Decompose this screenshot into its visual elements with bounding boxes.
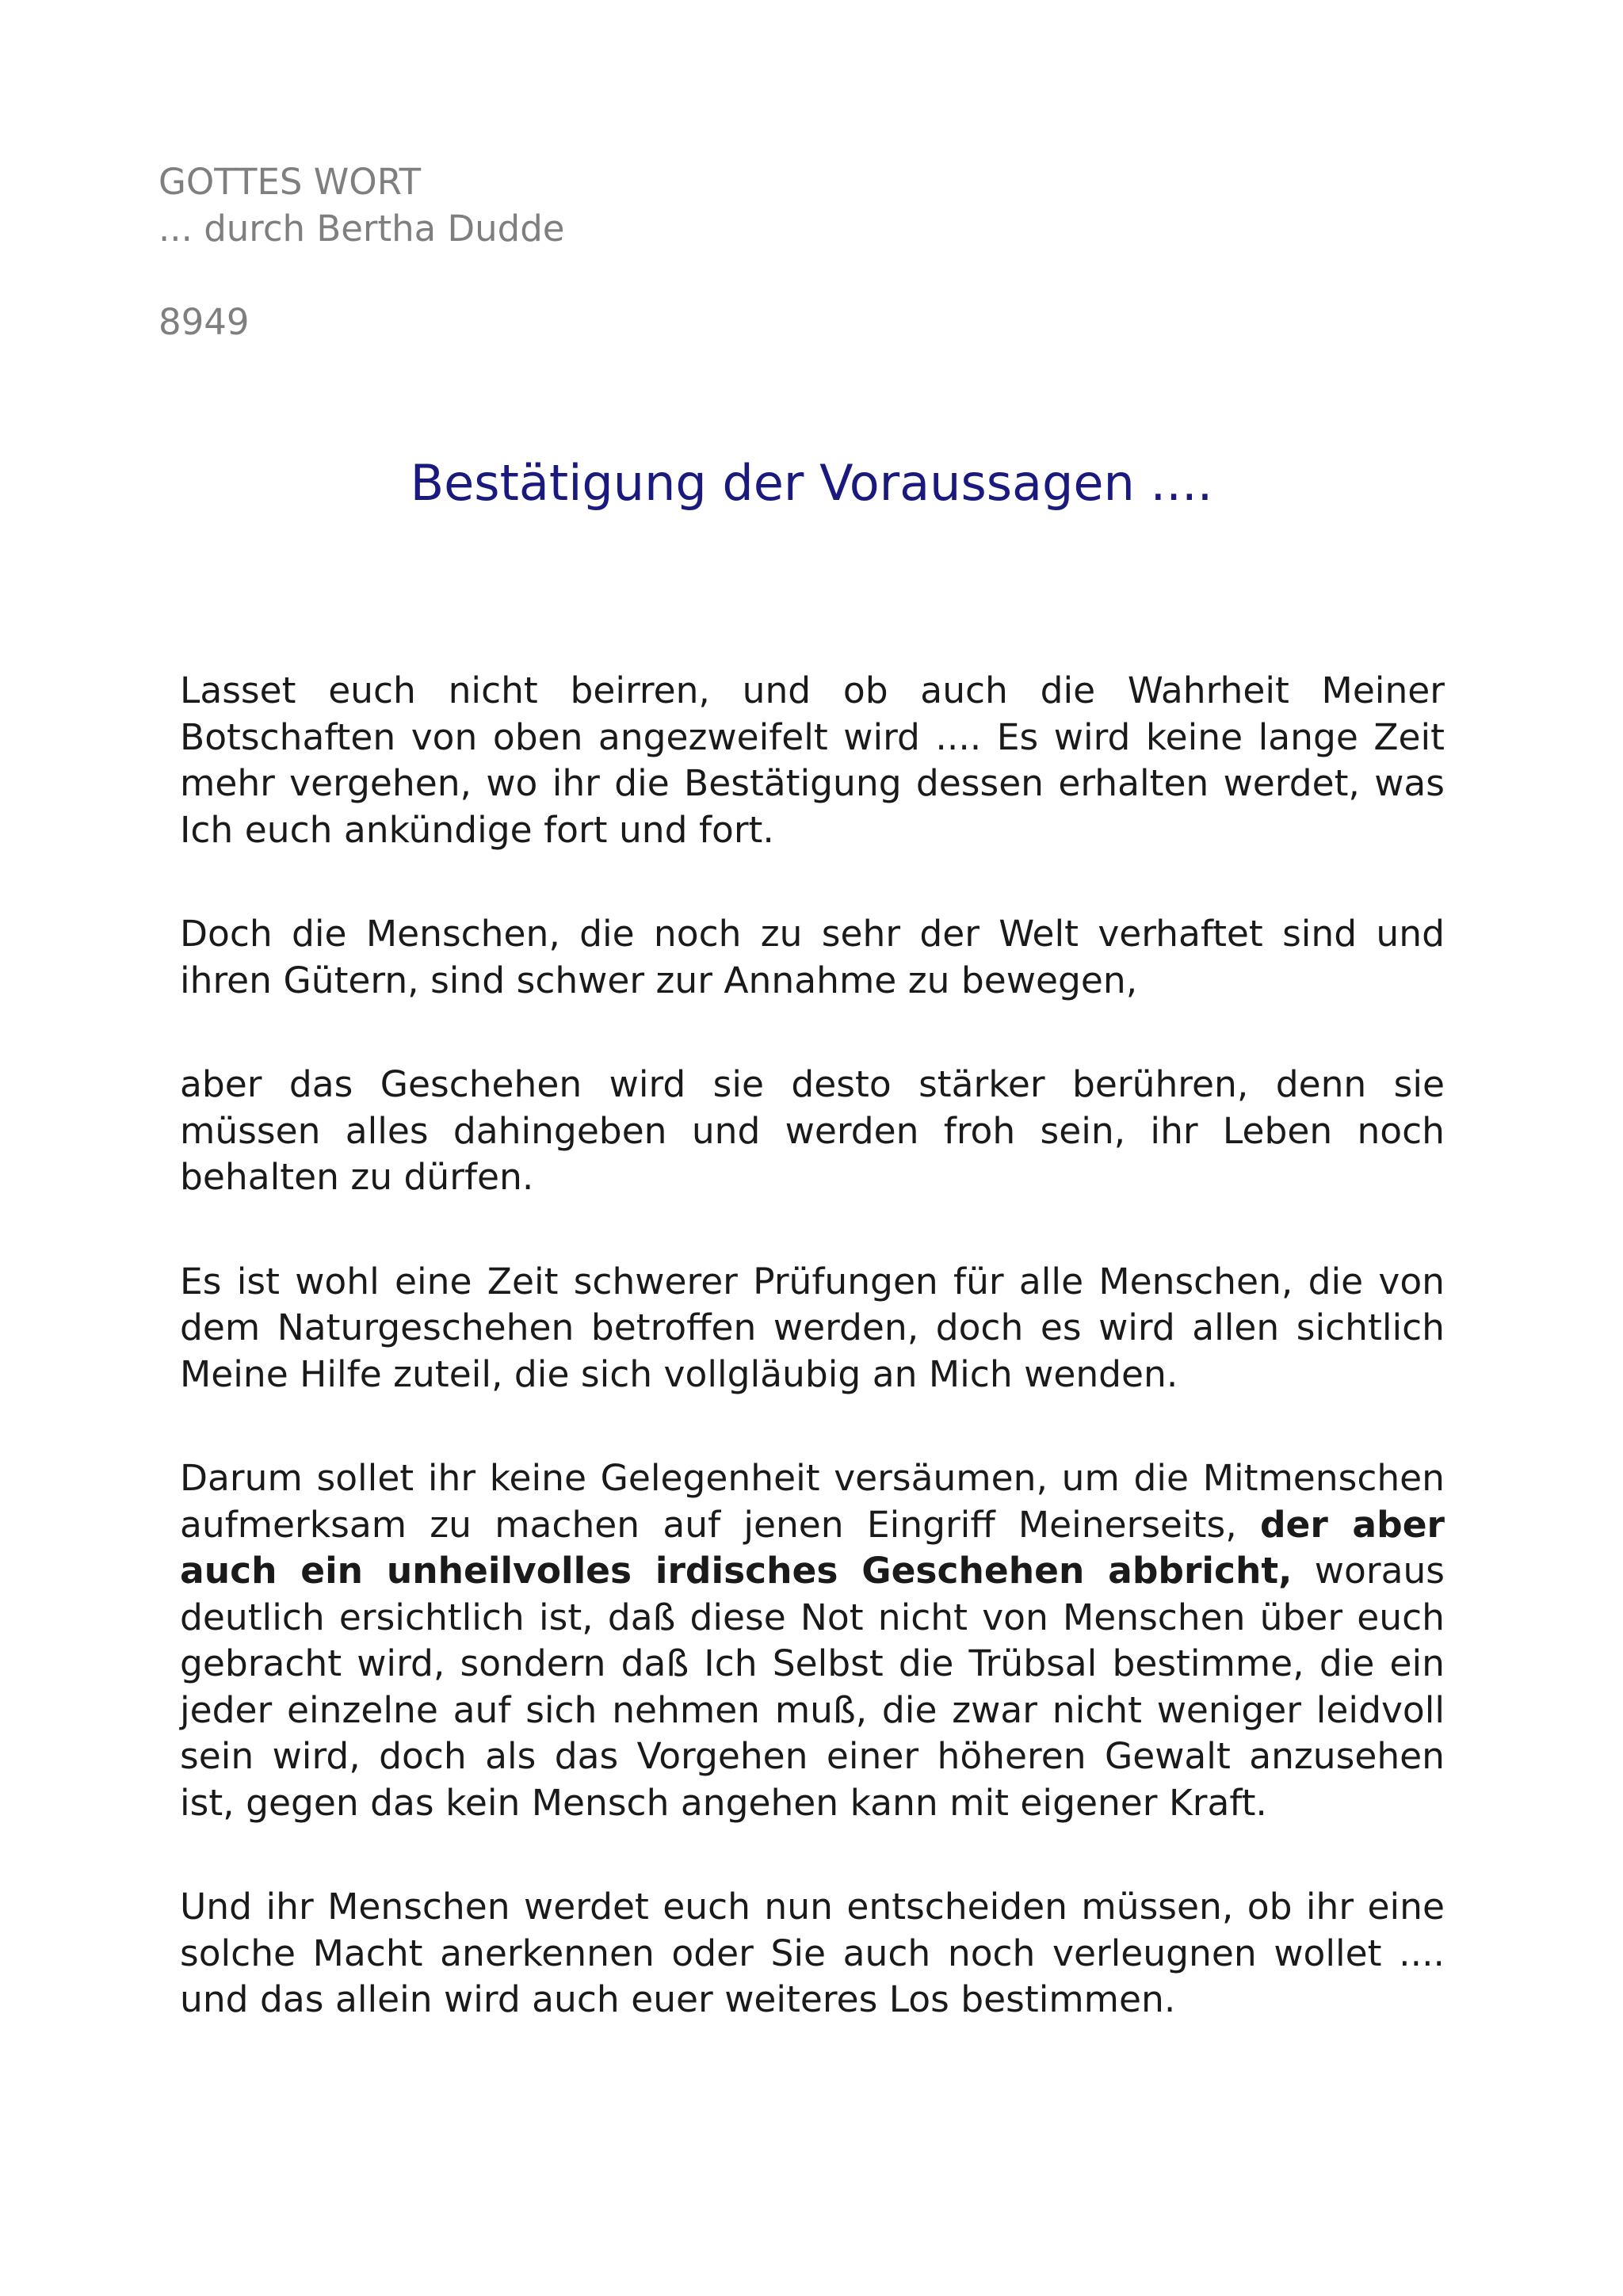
document-number: 8949 bbox=[158, 301, 250, 343]
paragraph-5-emphasis: der aber auch ein unheilvolles irdisches Geschehen abbricht, bbox=[180, 1503, 1445, 1592]
paragraph-2: Doch die Menschen, die noch zu sehr der Welt verhaftet sind und ihren Gütern, sind schwer zur Annahme zu bewegen, bbox=[180, 913, 1445, 1001]
paragraph-3: aber das Geschehen wird sie desto stärker berühren, denn sie müssen alles dahingeben und werden froh sein, ihr Leben noch behalten zu dürfen. bbox=[180, 1063, 1445, 1198]
paragraph-1: Lasset euch nicht beirren, und ob auch die Wahrheit Meiner Botschaften von oben angezweifelt wird .... Es wird keine lange Zeit mehr vergehen, wo ihr die Bestätigung dessen erhalten werdet, was Ich euch ankündige fort und fort. bbox=[180, 669, 1445, 851]
author-line: ... durch Bertha Dudde bbox=[158, 208, 565, 250]
document-body bbox=[180, 668, 1445, 2023]
paragraph-5-start: Darum sollet ihr keine Gelegenheit versäumen, um die Mitmenschen aufmerksam zu machen auf jenen Eingriff Meinerseits, bbox=[180, 1457, 1445, 1546]
series-title: GOTTES WORT bbox=[158, 161, 422, 203]
paragraph-6: Und ihr Menschen werdet euch nun entscheiden müssen, ob ihr eine solche Macht anerkennen oder Sie auch noch verleugnen wollet .... und das allein wird auch euer weiteres Los bestimmen. bbox=[180, 1886, 1445, 2020]
paragraph-5-end: woraus deutlich ersichtlich ist, daß diese Not nicht von Menschen über euch gebracht wird, sondern daß Ich Selbst die Trübsal bestimme, die ein jeder einzelne auf sich nehmen muß, die zwar nicht weniger leidvoll sein wird, doch als das Vorgehen einer höheren Gewalt anzusehen ist, gegen das kein Mensch angehen kann mit eigener Kraft. bbox=[180, 1550, 1445, 1824]
document-header bbox=[158, 158, 564, 345]
paragraph-5 bbox=[180, 1455, 1445, 1826]
paragraph-4: Es ist wohl eine Zeit schwerer Prüfungen für alle Menschen, die von dem Naturgeschehen betroffen werden, doch es wird allen sichtlich Meine Hilfe zuteil, die sich vollgläubig an Mich wenden. bbox=[180, 1260, 1445, 1395]
document-title: Bestätigung der Voraussagen .... bbox=[410, 454, 1213, 512]
